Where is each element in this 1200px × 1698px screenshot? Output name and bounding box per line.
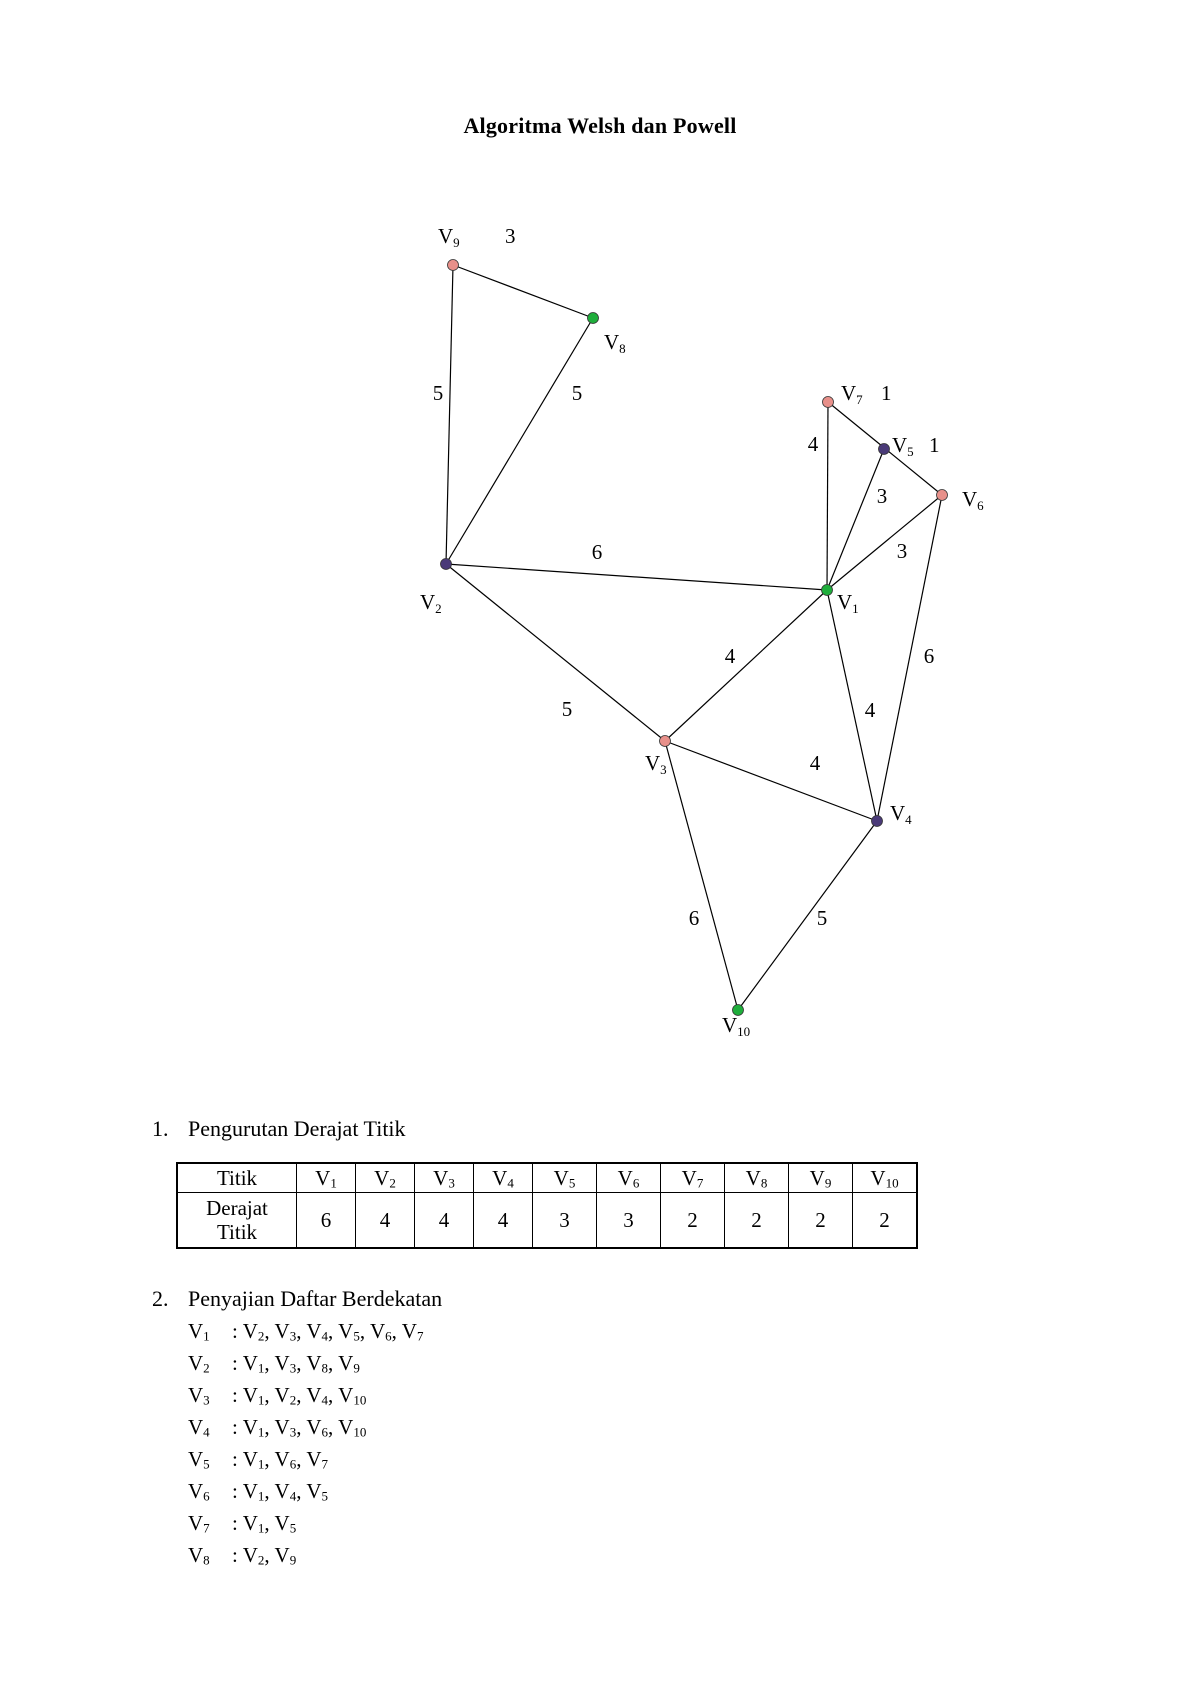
adjacency-row-v8	[188, 1539, 423, 1571]
node-label-v9: V9	[438, 224, 460, 250]
adjacency-neighbors: : $V_1$, $V_2$, $V_4$, $V_{10}$	[232, 1383, 367, 1408]
edge-weight-v1-v3: 4	[724, 644, 736, 668]
node-label-v6: V6	[962, 487, 984, 513]
degree-table-row1-label: Titik	[177, 1163, 297, 1193]
adjacency-vertex: $V_4$	[188, 1415, 210, 1440]
adjacency-row-v4	[188, 1411, 423, 1443]
adjacency-vertex: $V_6$	[188, 1479, 210, 1504]
table-degree-v1: 6	[297, 1193, 356, 1249]
edge-weight-v8-v2: 5	[571, 381, 583, 405]
table-vertex-v4: $V_4$	[474, 1163, 533, 1193]
section-2-heading	[152, 1286, 442, 1312]
adjacency-row-v3	[188, 1379, 423, 1411]
adjacency-row-v2	[188, 1347, 423, 1379]
edge-weight-v3-v4: 4	[809, 751, 821, 775]
node-v2	[441, 559, 452, 570]
edge-v2-v1	[446, 564, 827, 590]
edge-weight-v2-v3: 5	[561, 697, 573, 721]
edge-v9-v8	[453, 265, 593, 318]
table-degree-v10: 2	[853, 1193, 918, 1249]
table-vertex-v6: $V_6$	[597, 1163, 661, 1193]
section-2-number: 2.	[152, 1286, 169, 1311]
table-vertex-v9: $V_9$	[789, 1163, 853, 1193]
edge-v3-v4	[665, 741, 877, 821]
degree-table	[176, 1162, 918, 1249]
edge-weight-v4-v10: 5	[816, 906, 828, 930]
node-v1	[822, 585, 833, 596]
edge-weight-v2-v1: 6	[591, 540, 603, 564]
table-vertex-v1: $V_1$	[297, 1163, 356, 1193]
edge-v8-v2	[446, 318, 593, 564]
table-degree-v5: 3	[533, 1193, 597, 1249]
node-label-v8: V8	[604, 330, 626, 356]
degree-table-header-row	[177, 1163, 917, 1193]
edge-weight-v9-v2: 5	[432, 381, 444, 405]
adjacency-row-v5	[188, 1443, 423, 1475]
adjacency-neighbors: : $V_1$, $V_4$, $V_5$	[232, 1479, 329, 1504]
table-degree-v7: 2	[661, 1193, 725, 1249]
node-v6	[937, 490, 948, 501]
table-degree-v3: 4	[415, 1193, 474, 1249]
node-v7	[823, 397, 834, 408]
table-degree-v4: 4	[474, 1193, 533, 1249]
adjacency-row-v1	[188, 1315, 423, 1347]
node-color-number-v7: 1	[881, 381, 892, 405]
adjacency-vertex: $V_2$	[188, 1351, 210, 1376]
adjacency-list	[188, 1315, 423, 1571]
adjacency-neighbors: : $V_1$, $V_3$, $V_8$, $V_9$	[232, 1351, 360, 1376]
table-vertex-v5: $V_5$	[533, 1163, 597, 1193]
edge-v5-v1	[827, 449, 884, 590]
node-label-v5: V5	[892, 433, 914, 459]
node-v3	[660, 736, 671, 747]
table-vertex-v10: $V_{10}$	[853, 1163, 918, 1193]
node-color-number-v5: 1	[929, 433, 940, 457]
table-degree-v8: 2	[725, 1193, 789, 1249]
edge-v3-v10	[665, 741, 738, 1010]
node-v5	[879, 444, 890, 455]
edge-weight-v6-v1: 3	[896, 539, 908, 563]
adjacency-neighbors: : $V_1$, $V_3$, $V_6$, $V_{10}$	[232, 1415, 367, 1440]
node-v9	[448, 260, 459, 271]
edge-v1-v3	[665, 590, 827, 741]
edge-weight-v3-v10: 6	[688, 906, 700, 930]
adjacency-neighbors: : $V_2$, $V_9$	[232, 1543, 297, 1568]
section-1-number: 1.	[152, 1116, 169, 1141]
edge-weight-v1-v4: 4	[864, 698, 876, 722]
adjacency-vertex: $V_5$	[188, 1447, 210, 1472]
node-label-v10: V10	[722, 1013, 751, 1039]
node-label-v7: V7	[841, 381, 863, 407]
adjacency-vertex: $V_3$	[188, 1383, 210, 1408]
node-label-v1: V1	[837, 590, 859, 616]
adjacency-vertex: $V_8$	[188, 1543, 210, 1568]
section-1-heading	[152, 1116, 406, 1142]
node-v8	[588, 313, 599, 324]
degree-table-row2-label	[177, 1193, 297, 1249]
table-degree-v2: 4	[356, 1193, 415, 1249]
page-title: Algoritma Welsh dan Powell	[463, 113, 737, 138]
table-vertex-v3: $V_3$	[415, 1163, 474, 1193]
table-vertex-v7: $V_7$	[661, 1163, 725, 1193]
adjacency-neighbors: : $V_1$, $V_6$, $V_7$	[232, 1447, 329, 1472]
section-1-title: Pengurutan Derajat Titik	[188, 1116, 406, 1141]
adjacency-vertex: $V_1$	[188, 1319, 210, 1344]
row2-label-line1: Derajat	[206, 1196, 268, 1220]
node-label-v3: V3	[645, 751, 667, 777]
table-degree-v9: 2	[789, 1193, 853, 1249]
edge-weight-v6-v4: 6	[923, 644, 935, 668]
edge-weight-v7-v1: 4	[807, 432, 819, 456]
edge-v4-v10	[738, 821, 877, 1010]
adjacency-neighbors: : $V_2$, $V_3$, $V_4$, $V_5$, $V_6$, $V_7$	[232, 1319, 424, 1344]
row2-label-line2: Titik	[216, 1220, 258, 1244]
adjacency-vertex: $V_7$	[188, 1511, 210, 1536]
degree-table-value-row	[177, 1193, 917, 1249]
edge-v2-v3	[446, 564, 665, 741]
section-2-title: Penyajian Daftar Berdekatan	[188, 1286, 443, 1311]
table-degree-v6: 3	[597, 1193, 661, 1249]
adjacency-neighbors: : $V_1$, $V_5$	[232, 1511, 297, 1536]
node-label-v2: V2	[420, 590, 442, 616]
node-label-v4: V4	[890, 801, 912, 827]
table-vertex-v2: $V_2$	[356, 1163, 415, 1193]
node-color-number-v9: 3	[505, 224, 516, 248]
edge-weight-v5-v1: 3	[876, 484, 888, 508]
table-vertex-v8: $V_8$	[725, 1163, 789, 1193]
edge-v7-v1	[827, 402, 828, 590]
edge-v9-v2	[446, 265, 453, 564]
adjacency-row-v7	[188, 1507, 423, 1539]
node-v4	[872, 816, 883, 827]
edge-v6-v1	[827, 495, 942, 590]
adjacency-row-v6	[188, 1475, 423, 1507]
